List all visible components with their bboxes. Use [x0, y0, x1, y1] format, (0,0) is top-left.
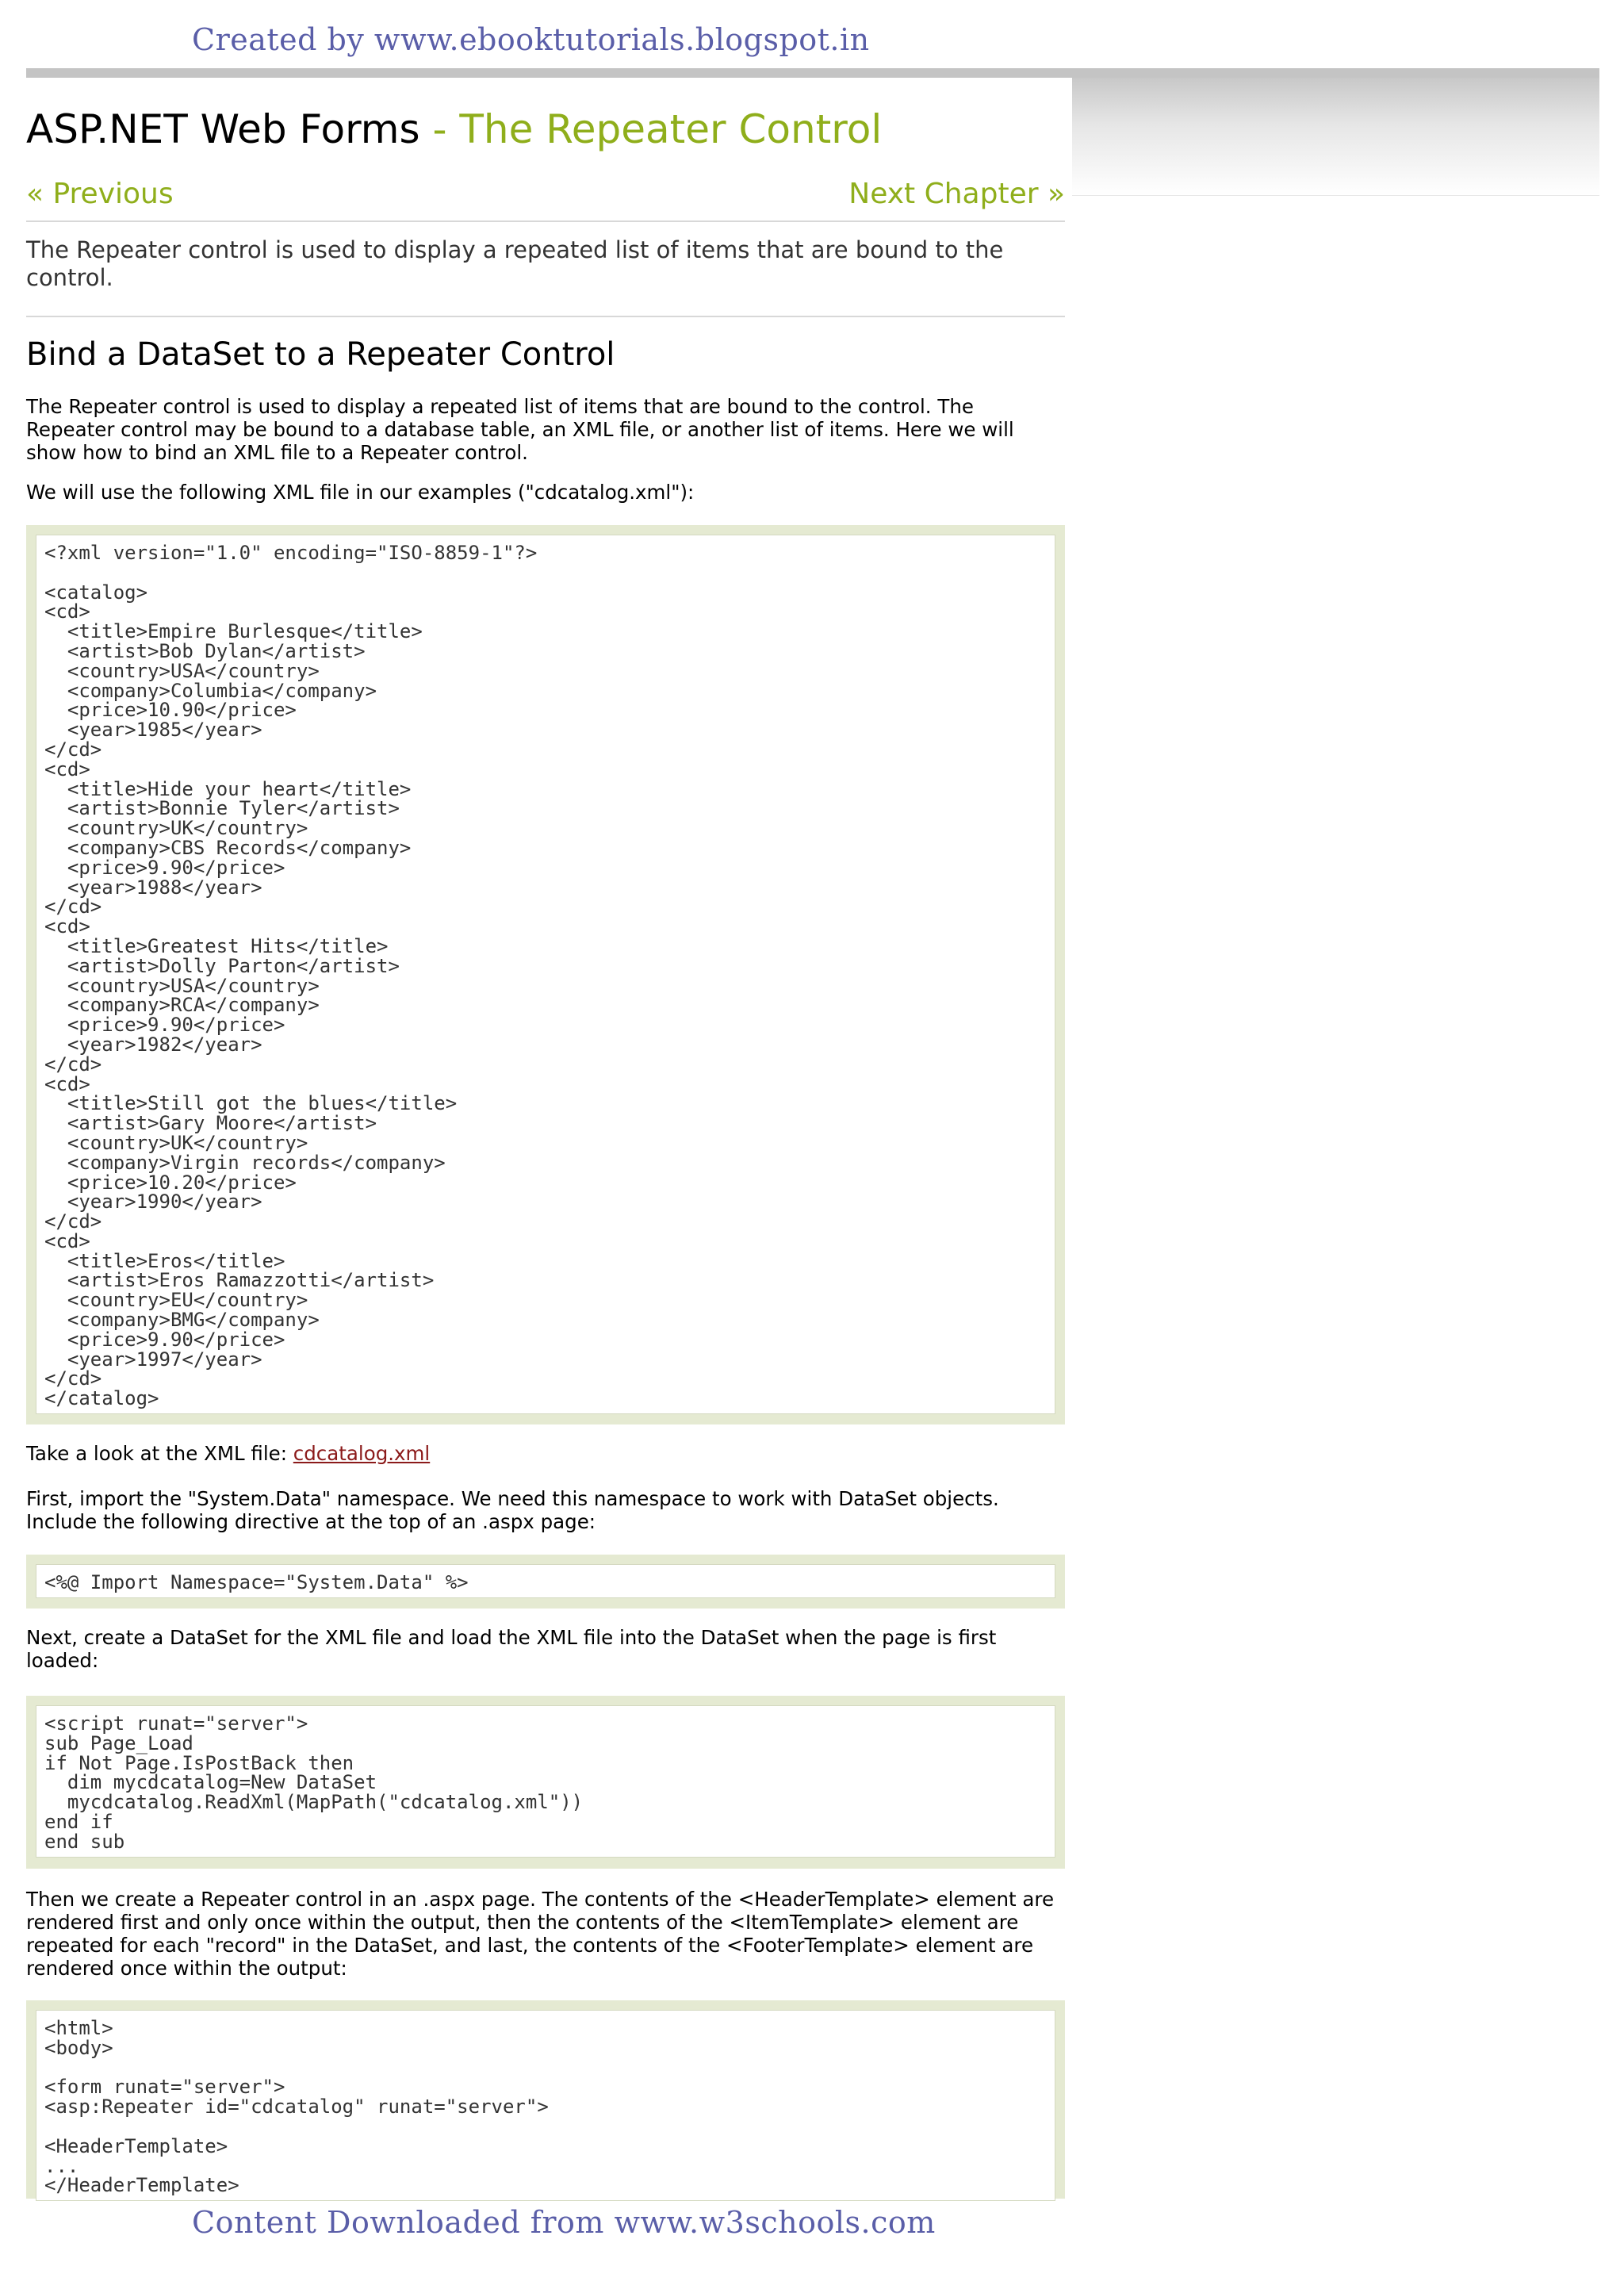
page-title — [26, 106, 882, 152]
code-block: <html> <body> <form runat="server"> <asp:Repeater id="cdcatalog" runat="server"> <HeaderTemplate> ... </HeaderTemplate> — [36, 2010, 1055, 2201]
chapter-navigation — [26, 178, 1065, 217]
xml-file-link[interactable]: cdcatalog.xml — [293, 1442, 431, 1465]
top-banner: Created by www.ebooktutorials.blogspot.in — [192, 22, 870, 57]
previous-link[interactable]: « Previous — [26, 178, 174, 210]
header-bar — [26, 68, 1599, 78]
code-block: <%@ Import Namespace="System.Data" %> — [36, 1564, 1055, 1598]
paragraph-text: Take a look at the XML file: — [26, 1442, 293, 1465]
paragraph — [26, 1442, 1065, 1465]
page-title-separator: - — [419, 106, 460, 152]
side-panel-gradient — [1072, 78, 1599, 196]
bottom-banner: Content Downloaded from www.w3schools.com — [192, 2205, 936, 2240]
section-heading: Bind a DataSet to a Repeater Control — [26, 336, 615, 373]
intro-text: The Repeater control is used to display a repeated list of items that are bound to the control. — [26, 236, 1004, 291]
divider — [26, 316, 1065, 317]
page-title-main: ASP.NET Web Forms — [26, 106, 420, 152]
page-title-sub: The Repeater Control — [459, 106, 883, 152]
paragraph: Next, create a DataSet for the XML file and load the XML file into the DataSet when the page is first loaded: — [26, 1626, 997, 1672]
code-example-repeater — [26, 2000, 1065, 2199]
paragraph: The Repeater control is used to display a repeated list of items that are bound to the control. The Repeater control may be bound to a database table, an XML file, or another list of items. Here we will show how to bind an XML file to a Repeater control. — [26, 395, 1014, 464]
code-block: <script runat="server"> sub Page_Load if Not Page.IsPostBack then dim mycdcatalog=New DataSet mycdcatalog.ReadXml(MapPath("cdcatalog.xml")) end if end sub — [36, 1705, 1055, 1858]
paragraph: First, import the "System.Data" namespace. We need this namespace to work with DataSet objects. Include the following directive at the top of an .aspx page: — [26, 1487, 999, 1533]
divider — [26, 220, 1065, 222]
paragraph: Then we create a Repeater control in an .aspx page. The contents of the <HeaderTemplate> element are rendered first and only once within the output, then the contents of the <ItemTemplate> element are repeated for each "record" in the DataSet, and last, the contents of the <FooterTemplate> element are rendered once within the output: — [26, 1888, 1055, 1980]
code-block: <?xml version="1.0" encoding="ISO-8859-1"?> <catalog> <cd> <title>Empire Burlesque</title> <artist>Bob Dylan</artist> <country>USA</country> <company>Columbia</company> <price>10.90</price> <year>1985</year> </cd> <cd> <title>Hide your heart</title> <artist>Bonnie Tyler</artist> <country>UK</country> <company>CBS Records</company> <price>9.90</price> <year>1988</year> </cd> <cd> <title>Greatest Hits</title> <artist>Dolly Parton</artist> <country>USA</country> <company>RCA</company> <price>9.90</price> <year>1982</year> </cd> <cd> <title>Still got the blues</title> <artist>Gary Moore</artist> <country>UK</country> <company>Virgin records</company> <price>10.20</price> <year>1990</year> </cd> <cd> <title>Eros</title> <artist>Eros Ramazzotti</artist> <country>EU</country> <company>BMG</company> <price>9.90</price> <year>1997</year> </cd> </catalog> — [36, 535, 1055, 1414]
code-example-xml — [26, 525, 1065, 1424]
next-chapter-link[interactable]: Next Chapter » — [848, 178, 1065, 210]
code-example-script — [26, 1696, 1065, 1869]
code-example-import — [26, 1555, 1065, 1609]
paragraph: We will use the following XML file in our examples ("cdcatalog.xml"): — [26, 481, 695, 504]
